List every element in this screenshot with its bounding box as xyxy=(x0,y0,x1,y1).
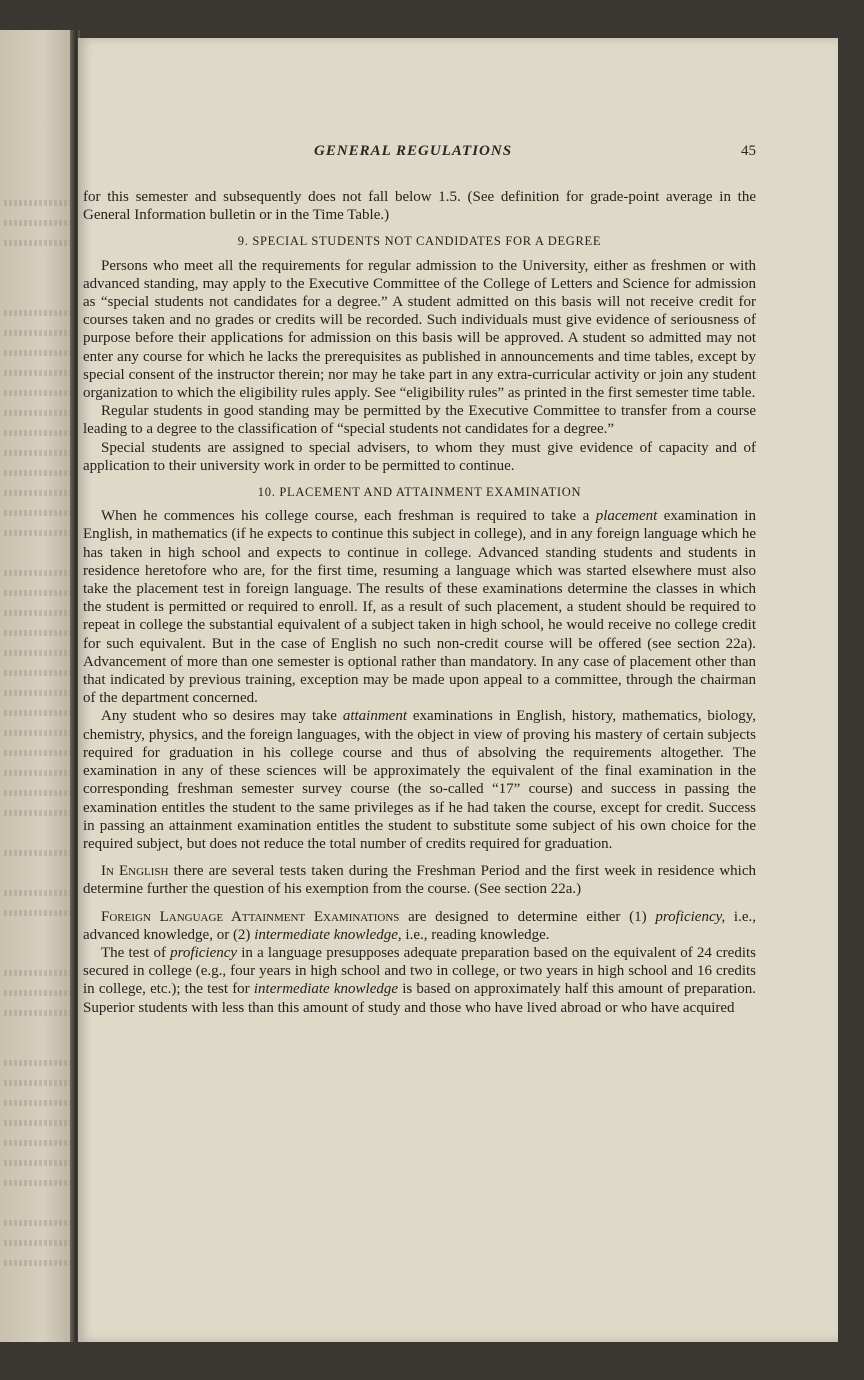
paragraph-special-students: Persons who meet all the requirements for regular admission to the University, either as freshmen or with advanced standing, may apply to the Executive Committee of the College of Letters and Science for admission as “special students not candidates for a degree.” A student admitted on this basis will not receive credit for courses taken and no grades or credits will be recorded. Such individuals must give evidence of seriousness of purpose before their applications for admission on this basis will be approved. A student so admitted may not enter any course for which he lacks the prerequisites as published in announcements and time tables, except by special consent of the instructor therein; nor may he take part in any extra-curricular activity or join any student organization to which the eligibility rules apply. See “eligibility rules” as printed in the first semester time table. xyxy=(83,257,756,402)
section-9-heading: 9. SPECIAL STUDENTS NOT CANDIDATES FOR A DEGREE xyxy=(237,234,602,249)
emphasis-attainment: attainment xyxy=(342,708,408,725)
text-run: is based on approximately half this amount of preparation. Superior students with less than this amount of study and those who have lived abroad or who have acquired xyxy=(83,981,757,1016)
text-run: i.e., advanced knowledge, or (2) xyxy=(83,908,756,943)
running-head: GENERAL REGULATIONS xyxy=(314,143,513,159)
paragraph-placement xyxy=(83,507,756,707)
small-caps-lead: In English xyxy=(101,863,169,880)
text-run: Any student who so desires may take xyxy=(101,708,337,725)
text-run: in a language presupposes adequate preparation based on the equivalent of 24 credits secured in college (e.g., four years in high school and two in college, or two years in high school and 16 credits in college, etc.); the test for xyxy=(83,944,757,998)
emphasis-intermediate: intermediate knowledge, xyxy=(254,926,402,943)
paragraph-english-tests xyxy=(83,862,756,898)
text-run: there are several tests taken during the Freshman Period and the first week in residence which determine further the question of his exemption from the course. (See section 22a.) xyxy=(83,863,756,898)
text-run: i.e., reading knowledge. xyxy=(405,926,550,943)
text-run: are designed to determine either (1) xyxy=(408,908,647,925)
emphasis-proficiency: proficiency, xyxy=(655,908,726,925)
paragraph-proficiency-test xyxy=(83,944,756,1017)
paragraph-attainment xyxy=(83,707,756,853)
emphasis-placement: placement xyxy=(595,508,658,525)
small-caps-lead: Foreign Language Attainment Examinations xyxy=(101,908,400,925)
text-run: When he commences his college course, each freshman is required to take a xyxy=(101,508,590,525)
emphasis-proficiency: proficiency xyxy=(170,944,238,961)
paragraph-special-advisers: Special students are assigned to special advisers, to whom they must give evidence of capacity and of application to their university work in order to be permitted to continue. xyxy=(83,439,756,474)
paragraph-foreign-language-exams xyxy=(83,908,756,944)
paragraph-continued: for this semester and subsequently does not fall below 1.5. (See definition for grade-point average in the General Information bulletin or in the Time Table.) xyxy=(83,189,756,224)
page-body xyxy=(83,188,756,1017)
emphasis-intermediate: intermediate knowledge xyxy=(253,981,399,998)
book-page xyxy=(78,38,838,1342)
page-header xyxy=(78,143,838,167)
facing-page-edge xyxy=(0,30,78,1342)
section-10-heading: 10. PLACEMENT AND ATTAINMENT EXAMINATION xyxy=(257,485,582,500)
text-run: examination in English, in mathematics (if he expects to continue this subject in college), and in any foreign language which he has taken in high school and expects to continue in college. Advanced standing students and students in residence heretofore who are, for the first time, resuming a language which was started elsewhere must also take the placement test in foreign language. The results of these examinations determine the classes in which the student is permitted or required to enroll. If, as a result of such placement, a student should be required to repeat in college the substantial equivalent of a subject taken in high school, he would receive no college credit for such equivalent. But in the case of English no such non-credit course will be offered (see section 22a). Advancement of more than one semester is optional rather than mandatory. In any case of placement other than that indicated by previous training, exception may be made upon appeal to a committee, through the chairman of the department concerned. xyxy=(83,508,757,707)
text-run: The test of xyxy=(101,944,166,961)
page-number: 45 xyxy=(741,143,756,159)
paragraph-regular-transfer: Regular students in good standing may be permitted by the Executive Committee to transfer from a course leading to a degree to the classification of “special students not candidates for a degree.” xyxy=(83,403,756,438)
text-run: examinations in English, history, mathematics, biology, chemistry, physics, and the foreign languages, with the object in view of proving his mastery of certain subjects required for graduation in his college course and thus of absolving the requirements altogether. The examination in any of these sciences will be approximately the equivalent of the final examination in the corresponding freshman semester survey course (the so-called “17” course) and success in passing the examination entitles the student to the same privileges as if he had taken the course, except for credit. Success in passing an attainment examination entitles the student to substitute some subject of his own choice for the required subject, but does not reduce the total number of credits required for graduation. xyxy=(83,708,757,852)
